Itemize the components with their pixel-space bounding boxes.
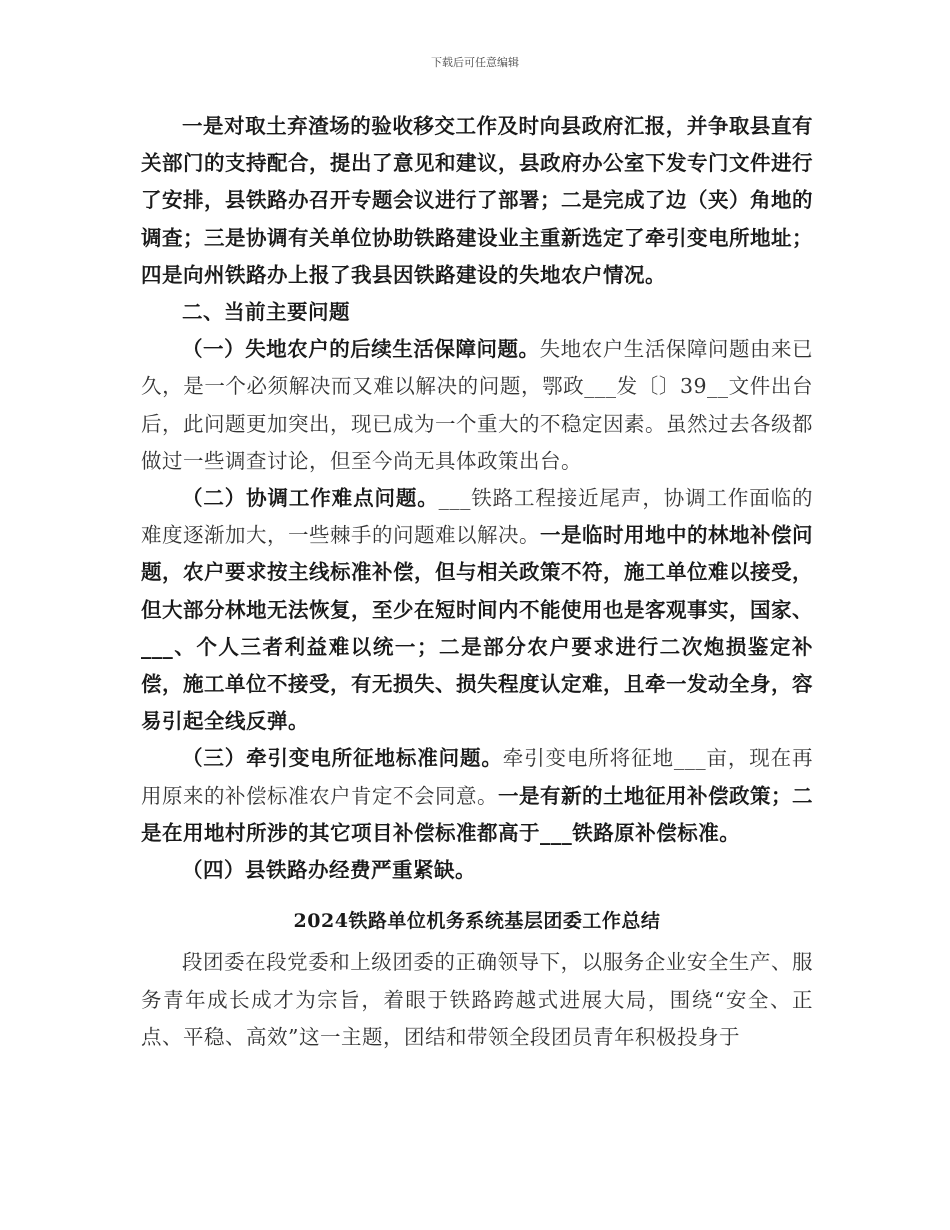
- paragraph-problem-3: [141, 740, 813, 852]
- problem-3-body-bold: 一是有新的土地征用补偿政策；二是在用地村所涉的其它项目补偿标准都高于___铁路原补偿标准。: [141, 783, 813, 845]
- problem-1-body: 失地农户生活保障问题由来已久，是一个必须解决而又难以解决的问题，鄂政___发〔〕39__文件出台后，此问题更加突出，现已成为一个重大的不稳定因素。虽然过去各级都做过一些调查讨论，但至今尚无具体政策出台。: [141, 337, 814, 473]
- problem-3-heading: （三）牵引变电所征地标准问题。: [182, 746, 503, 771]
- paragraph-summary-intro: 段团委在段党委和上级团委的正确领导下，以服务企业安全生产、服务青年成长成才为宗旨，着眼于铁路跨越式进展大局，围绕“安全、正点、平稳、高效”这一主题，团结和带领全段团员青年积极投身于: [141, 950, 813, 1049]
- paragraph-problem-2: [141, 480, 813, 740]
- section-heading-problems: 二、当前主要问题: [182, 300, 350, 325]
- problem-2-heading: （二）协调工作难点问题。: [182, 486, 439, 511]
- problem-2-body-normal: ___铁路工程接近尾声，协调工作面临的难度逐渐加大，一些棘手的问题难以解决。: [141, 486, 814, 548]
- paragraph-problem-1: [141, 331, 813, 480]
- problem-3-body-normal: 牵引变电所将征地___亩，现在再用原来的补偿标准农户肯定不会同意。: [141, 746, 814, 808]
- document-title: 2024铁路单位机务系统基层团委工作总结: [293, 910, 661, 933]
- paragraph-problem-4: （四）县铁路办经费严重紧缺。: [182, 858, 476, 883]
- paragraph-measures: 一是对取土弃渣场的验收移交工作及时向县政府汇报，并争取县直有关部门的支持配合，提出了意见和建议，县政府办公室下发专门文件进行了安排，县铁路办召开专题会议进行了部署；二是完成了边（夹）角地的调查；三是协调有关单位协助铁路建设业主重新选定了牵引变电所地址；四是向州铁路办上报了我县因铁路建设的失地农户情况。: [141, 114, 813, 287]
- problem-1-heading: （一）失地农户的后续生活保障问题。: [182, 337, 540, 362]
- problem-2-body-bold: 一是临时用地中的林地补偿问题，农户要求按主线标准补偿，但与相关政策不符，施工单位难以接受，但大部分林地无法恢复，至少在短时间内不能使用也是客观事实，国家、___、个人三者利益难以统一；二是部分农户要求进行二次炮损鉴定补偿，施工单位不接受，有无损失、损失程度认定难，且牵一发动全身，容易引起全线反弹。: [141, 523, 813, 734]
- page-header: 下载后可任意编辑: [431, 56, 519, 69]
- document-body: [141, 108, 813, 1056]
